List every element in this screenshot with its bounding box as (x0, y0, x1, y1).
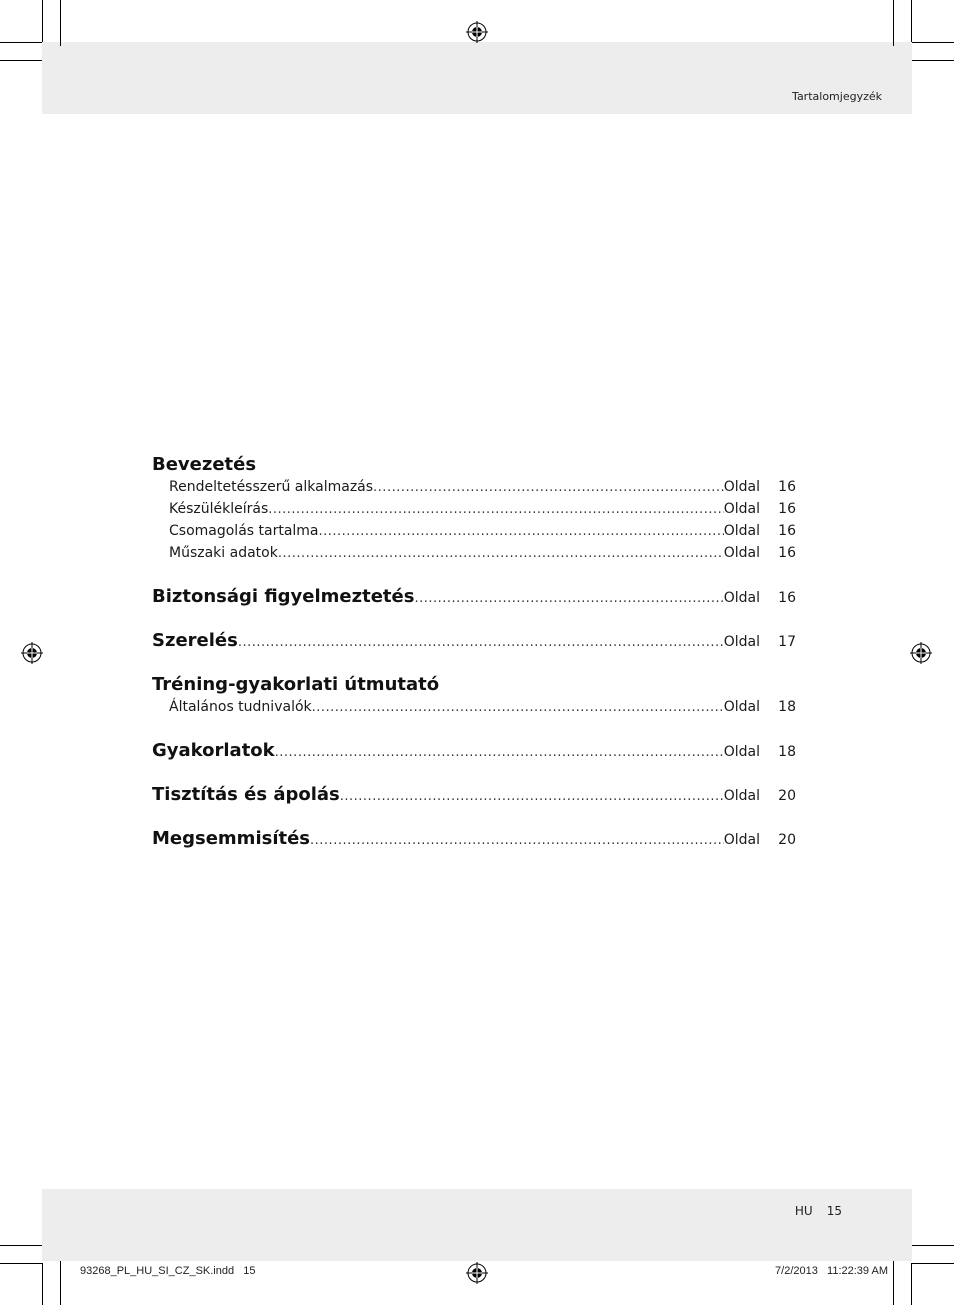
crop-mark (42, 0, 43, 42)
crop-mark (893, 1261, 894, 1305)
crop-mark (912, 1245, 954, 1246)
page-word: Oldal (723, 545, 760, 561)
toc-section-heading: Tréning-gyakorlati útmutató (152, 674, 440, 695)
page-number: 17 (778, 634, 796, 650)
crop-mark (60, 1261, 61, 1305)
leader-dots (340, 786, 724, 808)
crop-mark (893, 0, 894, 46)
leader-dots (414, 588, 723, 610)
crop-mark (911, 1263, 912, 1305)
crop-mark (912, 42, 954, 43)
toc-entry[interactable] (152, 476, 796, 498)
registration-mark-icon (21, 642, 43, 664)
toc-entry[interactable] (152, 520, 796, 542)
toc-entry-label: Biztonsági figyelmeztetés (152, 586, 415, 607)
page-word: Oldal (723, 590, 760, 606)
toc-entry[interactable] (152, 630, 796, 652)
page-word: Oldal (723, 788, 760, 804)
page-number: 16 (778, 479, 796, 495)
toc-section-heading: Bevezetés (152, 454, 257, 475)
registration-mark-icon (910, 642, 932, 664)
toc-entry[interactable] (152, 498, 796, 520)
page-word: Oldal (723, 634, 760, 650)
page-number-footer: 15 (826, 1204, 842, 1218)
crop-mark (911, 0, 912, 42)
registration-mark-icon (466, 1262, 488, 1284)
crop-mark (0, 1245, 42, 1246)
page-number: 16 (778, 590, 796, 606)
page-word: Oldal (723, 523, 760, 539)
leader-dots (278, 543, 724, 565)
crop-mark (912, 60, 954, 61)
leader-dots (373, 477, 724, 499)
crop-mark (0, 60, 42, 61)
toc-entry-label: Általános tudnivalók (169, 699, 312, 715)
toc-entry[interactable] (152, 542, 796, 564)
toc-entry-label: Szerelés (152, 630, 238, 651)
toc-entry-label: Csomagolás tartalma (169, 523, 319, 539)
leader-dots (312, 697, 724, 719)
crop-mark (60, 0, 61, 46)
toc-entry[interactable] (152, 696, 796, 718)
toc-entry[interactable] (152, 828, 796, 850)
leader-dots (238, 632, 724, 654)
page-number: 16 (778, 545, 796, 561)
page-footer (795, 1204, 842, 1218)
toc-entry-label: Rendeltetésszerű alkalmazás (169, 479, 374, 495)
language-code: HU (794, 1204, 813, 1218)
header-band (42, 42, 912, 114)
toc-entry-label: Tisztítás és ápolás (152, 784, 340, 805)
crop-mark (0, 42, 42, 43)
page-number: 18 (778, 744, 796, 760)
crop-mark (0, 1263, 42, 1264)
running-header: Tartalomjegyzék (792, 90, 882, 103)
toc-entry-label: Gyakorlatok (152, 740, 275, 761)
table-of-contents (152, 454, 796, 850)
toc-entry-label: Megsemmisítés (152, 828, 311, 849)
page-number: 20 (778, 788, 796, 804)
page-word: Oldal (723, 479, 760, 495)
crop-mark (912, 1263, 954, 1264)
footer-band (42, 1189, 912, 1261)
toc-entry-label: Műszaki adatok (169, 545, 278, 561)
page-word: Oldal (723, 699, 760, 715)
leader-dots (310, 830, 724, 852)
registration-mark-icon (466, 21, 488, 43)
crop-mark (42, 1263, 43, 1305)
slug-date: 7/2/2013 11:22:39 AM (775, 1265, 888, 1277)
page-number: 20 (778, 832, 796, 848)
toc-entry[interactable] (152, 740, 796, 762)
page-number: 18 (778, 699, 796, 715)
page-number: 16 (778, 501, 796, 517)
leader-dots (319, 521, 724, 543)
toc-entry-label: Készülékleírás (169, 501, 269, 517)
page-word: Oldal (723, 744, 760, 760)
page-word: Oldal (723, 832, 760, 848)
toc-entry[interactable] (152, 784, 796, 806)
toc-entry[interactable] (152, 586, 796, 608)
page-number: 16 (778, 523, 796, 539)
leader-dots (268, 499, 723, 521)
page-word: Oldal (723, 501, 760, 517)
slug-filename: 93268_PL_HU_SI_CZ_SK.indd 15 (80, 1265, 256, 1277)
leader-dots (275, 742, 724, 764)
